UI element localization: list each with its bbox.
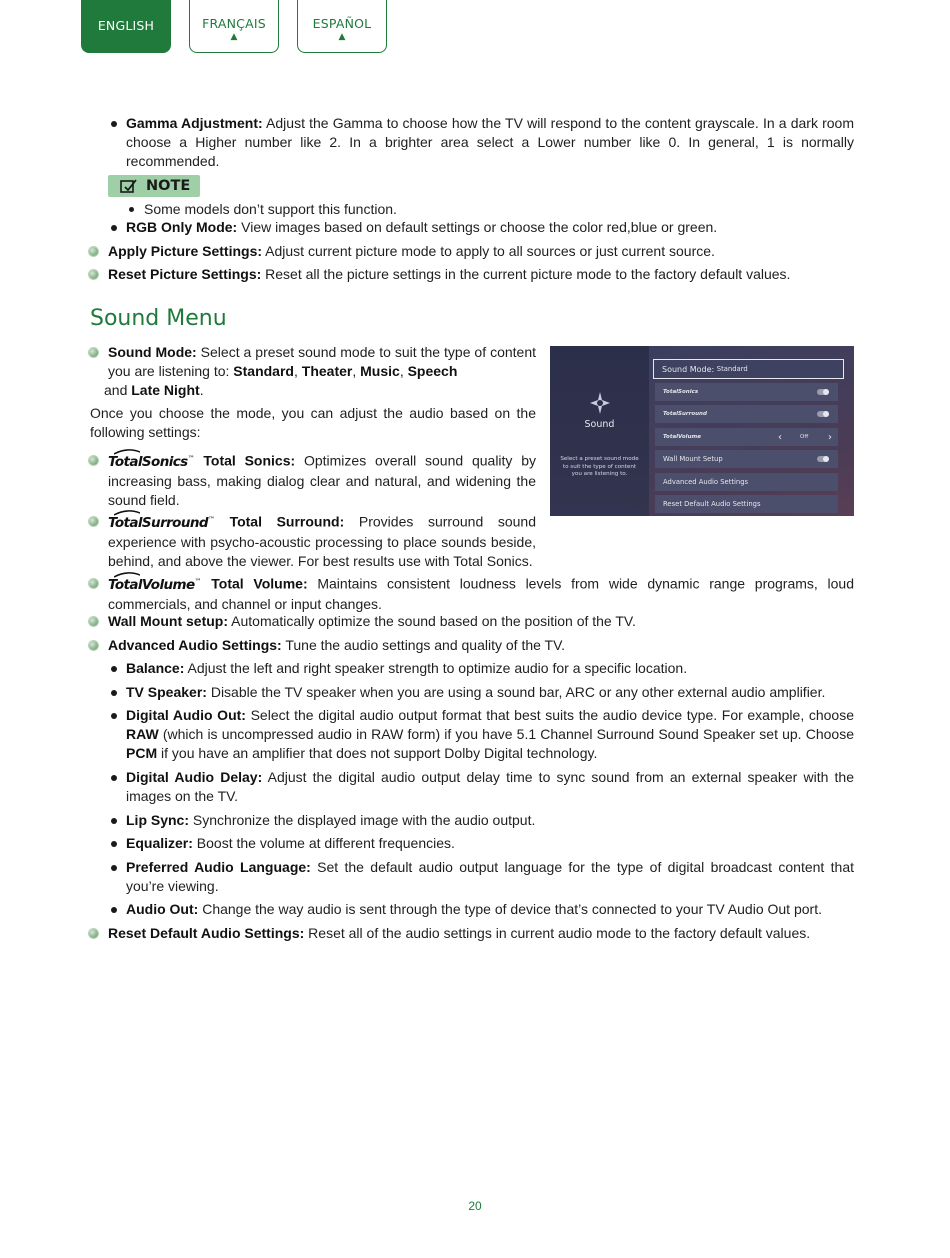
tv-wall-mount-label: Wall Mount Setup bbox=[663, 455, 723, 463]
tm: ™ bbox=[194, 577, 202, 585]
total-volume-label: Total Volume: bbox=[201, 575, 308, 592]
sound-mode-text: Select a preset sound mode to suit the type of content you are listening to: bbox=[108, 344, 536, 379]
digital-audio-out-label: Digital Audio Out: bbox=[126, 707, 246, 723]
bullet-icon bbox=[111, 907, 117, 913]
total-sonics-label: Total Sonics: bbox=[194, 452, 296, 469]
green-bullet-icon bbox=[89, 517, 98, 526]
and-text: and bbox=[104, 382, 132, 398]
toggle-icon[interactable] bbox=[817, 411, 829, 417]
tv-left-panel bbox=[550, 346, 649, 516]
digital-audio-delay-label: Digital Audio Delay: bbox=[126, 769, 263, 785]
tm: ™ bbox=[207, 515, 215, 523]
tab-espanol[interactable] bbox=[297, 0, 387, 53]
tab-espanol-label: ESPAÑOL bbox=[312, 16, 372, 31]
gamma-label: Gamma Adjustment: bbox=[126, 115, 263, 131]
tv-row-total-surround[interactable] bbox=[655, 405, 838, 423]
rgb-item bbox=[126, 218, 717, 237]
digital-audio-out-text: Select the digital audio output format that best suits the audio device type. For example, choose bbox=[245, 707, 854, 723]
tv-speaker-label: TV Speaker: bbox=[126, 684, 207, 700]
tv-total-volume-label: TotalVolume bbox=[663, 434, 701, 440]
tv-row-total-volume[interactable] bbox=[655, 428, 838, 446]
reset-picture-label: Reset Picture Settings: bbox=[108, 266, 262, 282]
sound-mode-label: Sound Mode: bbox=[108, 344, 197, 360]
bullet-icon bbox=[111, 713, 117, 719]
tab-english[interactable] bbox=[81, 0, 171, 53]
green-bullet-icon bbox=[89, 456, 98, 465]
green-bullet-icon bbox=[89, 247, 98, 256]
mode-standard: Standard bbox=[233, 363, 294, 379]
sep: , bbox=[352, 363, 361, 379]
sep: , bbox=[293, 363, 302, 379]
tv-total-volume-value: Off bbox=[800, 434, 809, 440]
advanced-audio-text: Tune the audio settings and quality of the TV. bbox=[281, 637, 566, 653]
apply-item bbox=[108, 242, 715, 261]
tv-speaker-item bbox=[126, 683, 825, 702]
balance-item bbox=[126, 659, 687, 678]
tv-row-reset-audio[interactable] bbox=[655, 495, 838, 513]
once-paragraph: Once you choose the mode, you can adjust the audio based on the following settings: bbox=[90, 405, 536, 440]
total-surround-item bbox=[108, 510, 536, 571]
up-arrow-icon: ▲ bbox=[230, 32, 238, 42]
chevron-right-icon[interactable]: › bbox=[828, 431, 832, 443]
mode-theater: Theater bbox=[301, 363, 353, 379]
bullet-icon bbox=[111, 818, 117, 824]
equalizer-item bbox=[126, 834, 455, 853]
preferred-language-text: Set the default audio output language for the type of digital broadcast content that you’re viewing. bbox=[126, 859, 854, 894]
page-number: 20 bbox=[468, 1199, 482, 1213]
advanced-audio-label: Advanced Audio Settings: bbox=[108, 637, 282, 653]
tv-sound-menu-screenshot bbox=[550, 346, 854, 516]
total-sonics-text: Optimizes overall sound quality by increasing bass, making dialog clear and natural, and widening the sound field. bbox=[108, 452, 537, 508]
sound-menu-heading: Sound Menu bbox=[90, 306, 227, 331]
note-badge bbox=[108, 175, 200, 197]
up-arrow-icon: ▲ bbox=[338, 32, 346, 42]
reset-audio-text: Reset all of the audio settings in current audio mode to the factory default values. bbox=[304, 925, 811, 941]
total-surround-logo bbox=[108, 515, 215, 531]
green-bullet-icon bbox=[89, 270, 98, 279]
apply-label: Apply Picture Settings: bbox=[108, 243, 263, 259]
tv-row-wall-mount[interactable] bbox=[655, 450, 838, 468]
sound-mode-item bbox=[104, 343, 536, 400]
bullet-icon bbox=[111, 775, 117, 781]
note-label: NOTE bbox=[146, 178, 191, 194]
reset-audio-item bbox=[108, 924, 810, 943]
bullet-icon bbox=[111, 225, 117, 231]
preferred-language-label: Preferred Audio Language: bbox=[126, 859, 311, 875]
green-bullet-icon bbox=[89, 617, 98, 626]
equalizer-text: Boost the volume at different frequencies. bbox=[192, 835, 455, 851]
rgb-text: View images based on default settings or choose the color red,blue or green. bbox=[237, 219, 718, 235]
raw-term: RAW bbox=[126, 726, 159, 742]
lip-sync-text: Synchronize the displayed image with the audio output. bbox=[189, 812, 536, 828]
preferred-language-item bbox=[126, 858, 854, 896]
digital-audio-delay-item bbox=[126, 768, 854, 806]
balance-text: Adjust the left and right speaker strength to optimize audio for a specific location. bbox=[184, 660, 688, 676]
green-bullet-icon bbox=[89, 348, 98, 357]
tv-sound-description: Select a preset sound mode to suit the type of content you are listening to. bbox=[560, 456, 639, 477]
digital-audio-delay-text: Adjust the digital audio output delay time to sync sound from an external speaker with the images on the TV. bbox=[126, 769, 854, 804]
mode-music: Music bbox=[360, 363, 400, 379]
pcm-term: PCM bbox=[126, 745, 158, 761]
bullet-icon bbox=[129, 207, 134, 212]
tv-advanced-audio-label: Advanced Audio Settings bbox=[663, 478, 749, 486]
tv-sound-mode-row[interactable] bbox=[653, 359, 844, 379]
total-volume-text: Maintains consistent loudness levels from wide dynamic range programs, loud commercials, and channel or input changes. bbox=[108, 575, 855, 612]
wall-mount-text: Automatically optimize the sound based on the position of the TV. bbox=[228, 613, 636, 629]
total-volume-logo bbox=[108, 577, 202, 593]
sound-star-icon bbox=[590, 392, 610, 414]
bullet-icon bbox=[111, 690, 117, 696]
equalizer-label: Equalizer: bbox=[126, 835, 193, 851]
tv-speaker-text: Disable the TV speaker when you are using a sound bar, ARC or any other external audio amplifier. bbox=[206, 684, 826, 700]
total-surround-label: Total Surround: bbox=[214, 513, 345, 530]
audio-out-label: Audio Out: bbox=[126, 901, 199, 917]
total-surround-text: Provides surround sound experience with psycho-acoustic processing to place sounds beside, behind, and above the viewer. For best results use with Total Sonics. bbox=[108, 513, 536, 569]
tv-row-total-sonics[interactable] bbox=[655, 383, 838, 401]
tv-sound-mode-value: Standard bbox=[716, 365, 748, 373]
green-bullet-icon bbox=[89, 641, 98, 650]
tv-sound-mode-label: Sound Mode: bbox=[662, 364, 715, 374]
total-sonics-logo bbox=[108, 454, 195, 470]
reset-audio-label: Reset Default Audio Settings: bbox=[108, 925, 305, 941]
reset-picture-item bbox=[108, 265, 790, 284]
lip-sync-item bbox=[126, 811, 535, 830]
tab-francais-label: FRANÇAIS bbox=[202, 16, 266, 31]
mode-late-night: Late Night bbox=[131, 382, 200, 398]
tv-reset-audio-label: Reset Default Audio Settings bbox=[663, 500, 761, 508]
toggle-icon[interactable] bbox=[817, 389, 829, 395]
digital-audio-out-text-3: if you have an amplifier that does not support Dolby Digital technology. bbox=[157, 745, 598, 761]
balance-label: Balance: bbox=[126, 660, 185, 676]
rgb-label: RGB Only Mode: bbox=[126, 219, 238, 235]
bullet-icon bbox=[111, 841, 117, 847]
tv-total-sonics-label: TotalSonics bbox=[663, 389, 699, 395]
tm: ™ bbox=[187, 454, 195, 462]
digital-audio-out-text-2: (which is uncompressed audio in RAW form) if you have 5.1 Channel Surround Sound Speaker set up. Choose bbox=[158, 726, 854, 742]
mode-speech: Speech bbox=[407, 363, 458, 379]
tv-sound-title: Sound bbox=[584, 419, 615, 430]
chevron-left-icon[interactable]: ‹ bbox=[778, 431, 782, 443]
period: . bbox=[199, 382, 204, 398]
reset-picture-text: Reset all the picture settings in the current picture mode to the factory default values. bbox=[261, 266, 791, 282]
sep: , bbox=[399, 363, 408, 379]
bullet-icon bbox=[111, 865, 117, 871]
wall-mount-label: Wall Mount setup: bbox=[108, 613, 229, 629]
total-sonics-item bbox=[108, 449, 536, 510]
advanced-audio-item bbox=[108, 636, 565, 655]
apply-text: Adjust current picture mode to apply to all sources or just current source. bbox=[262, 243, 715, 259]
total-sonics-logo-text: TotalSonics bbox=[108, 453, 188, 470]
tab-francais[interactable] bbox=[189, 0, 279, 53]
lip-sync-label: Lip Sync: bbox=[126, 812, 190, 828]
bullet-icon bbox=[111, 121, 117, 127]
green-bullet-icon bbox=[89, 579, 98, 588]
toggle-icon[interactable] bbox=[817, 456, 829, 462]
tab-english-label: ENGLISH bbox=[97, 17, 155, 33]
gamma-item bbox=[126, 114, 854, 171]
note-text: Some models don’t support this function. bbox=[144, 201, 397, 217]
wall-mount-item bbox=[108, 612, 636, 631]
total-volume-item bbox=[108, 572, 854, 614]
green-bullet-icon bbox=[89, 929, 98, 938]
audio-out-text: Change the way audio is sent through the type of device that’s connected to your TV Audio Out port. bbox=[198, 901, 822, 917]
total-surround-logo-text: TotalSurround bbox=[108, 514, 208, 531]
total-volume-logo-text: TotalVolume bbox=[108, 576, 195, 593]
note-edit-icon bbox=[120, 179, 138, 194]
digital-audio-out-item bbox=[126, 706, 854, 763]
audio-out-item bbox=[126, 900, 822, 919]
tv-row-advanced-audio[interactable] bbox=[655, 473, 838, 491]
tv-total-surround-label: TotalSurround bbox=[663, 411, 707, 417]
bullet-icon bbox=[111, 666, 117, 672]
gamma-text: Adjust the Gamma to choose how the TV will respond to the content grayscale. In a dark room choose a Higher number like 2. In a brighter area select a Lower number like 0. In general, 1 is normally recommended. bbox=[126, 115, 855, 169]
